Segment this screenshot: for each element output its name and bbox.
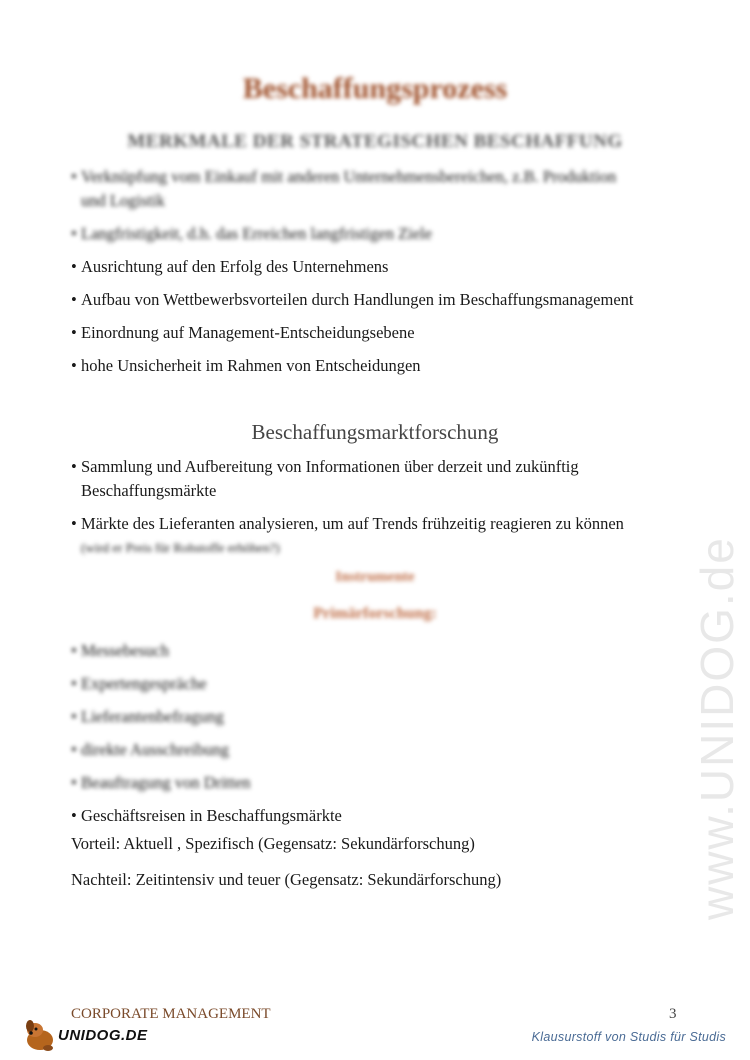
bullet: •	[71, 707, 77, 726]
list-item-text: Ausrichtung auf den Erfolg des Unternehmens	[81, 257, 389, 276]
watermark: www.UNIDOG.de	[691, 536, 743, 920]
section-title: Beschaffungsmarktforschung	[251, 420, 499, 444]
list-item	[71, 321, 691, 345]
page-number: 3	[669, 1006, 677, 1022]
bullet: •	[71, 257, 77, 276]
list-item-text: Sammlung und Aufbereitung von Informationen über derzeit und zukünftig	[81, 457, 579, 476]
list-item	[71, 738, 691, 762]
list-item-text: Expertengespräche	[81, 674, 207, 693]
nachteil-text: Nachteil: Zeitintensiv und teuer (Gegensatz: Sekundärforschung)	[71, 870, 502, 889]
list-item	[71, 512, 691, 536]
list-item-text: Märkte des Lieferanten analysieren, um auf Trends frühzeitig reagieren zu können	[81, 514, 624, 533]
list-item	[71, 705, 691, 729]
list-item	[71, 639, 691, 663]
list-item-text: Aufbau von Wettbewerbsvorteilen durch Handlungen im Beschaffungsmanagement	[81, 290, 634, 309]
list-item-text: Geschäftsreisen in Beschaffungsmärkte	[81, 806, 342, 825]
logo-text: UNIDOG.DE	[58, 1027, 148, 1044]
list-item	[71, 255, 691, 279]
bullet: •	[71, 641, 77, 660]
vorteil-text: Vorteil: Aktuell , Spezifisch (Gegensatz: Sekundärforschung)	[71, 834, 475, 853]
list-item-continuation: Beschaffungsmärkte	[81, 481, 217, 500]
footer-title: CORPORATE MANAGEMENT	[71, 1006, 271, 1022]
tagline: Klausurstoff von Studis für Studis	[531, 1030, 726, 1044]
bullet: •	[71, 356, 77, 375]
bullet: •	[71, 740, 77, 759]
bullet: •	[71, 224, 77, 243]
list-item-text: direkte Ausschreibung	[81, 740, 230, 759]
bullet: •	[71, 323, 77, 342]
list-item	[71, 455, 691, 479]
primaerforschung-label: Primärforschung:	[313, 605, 437, 622]
list-item	[71, 804, 691, 828]
list-item	[71, 771, 691, 795]
list-item	[71, 672, 691, 696]
bullet: •	[71, 290, 77, 309]
list-item-text: Lieferantenbefragung	[81, 707, 224, 726]
bullet: •	[71, 167, 77, 186]
bullet: •	[71, 806, 77, 825]
instrumente-label: Instrumente	[335, 569, 415, 585]
section-subheading: MERKMALE DER STRATEGISCHEN BESCHAFFUNG	[127, 131, 623, 152]
list-item-continuation: (wird er Preis für Rohstoffe erhöhen?)	[81, 540, 280, 555]
list-item-text: Verknüpfung vom Einkauf mit anderen Unternehmensbereichen, z.B. Produktion	[81, 167, 617, 186]
bullet: •	[71, 457, 77, 476]
page-title: Beschaffungsprozess	[242, 72, 508, 105]
bullet: •	[71, 514, 77, 533]
list-item-text: Einordnung auf Management-Entscheidungsebene	[81, 323, 415, 342]
list-item	[71, 354, 691, 378]
list-item	[71, 288, 691, 312]
list-item-text: hohe Unsicherheit im Rahmen von Entscheidungen	[81, 356, 421, 375]
list-item-text: Beauftragung von Dritten	[81, 773, 251, 792]
list-item-continuation: und Logistik	[81, 191, 165, 210]
bullet: •	[71, 674, 77, 693]
list-item	[71, 165, 691, 189]
bullet: •	[71, 773, 77, 792]
list-item	[71, 222, 691, 246]
list-item-text: Langfristigkeit, d.h. das Erreichen langfristigen Ziele	[81, 224, 432, 243]
list-item-text: Messebesuch	[81, 641, 169, 660]
